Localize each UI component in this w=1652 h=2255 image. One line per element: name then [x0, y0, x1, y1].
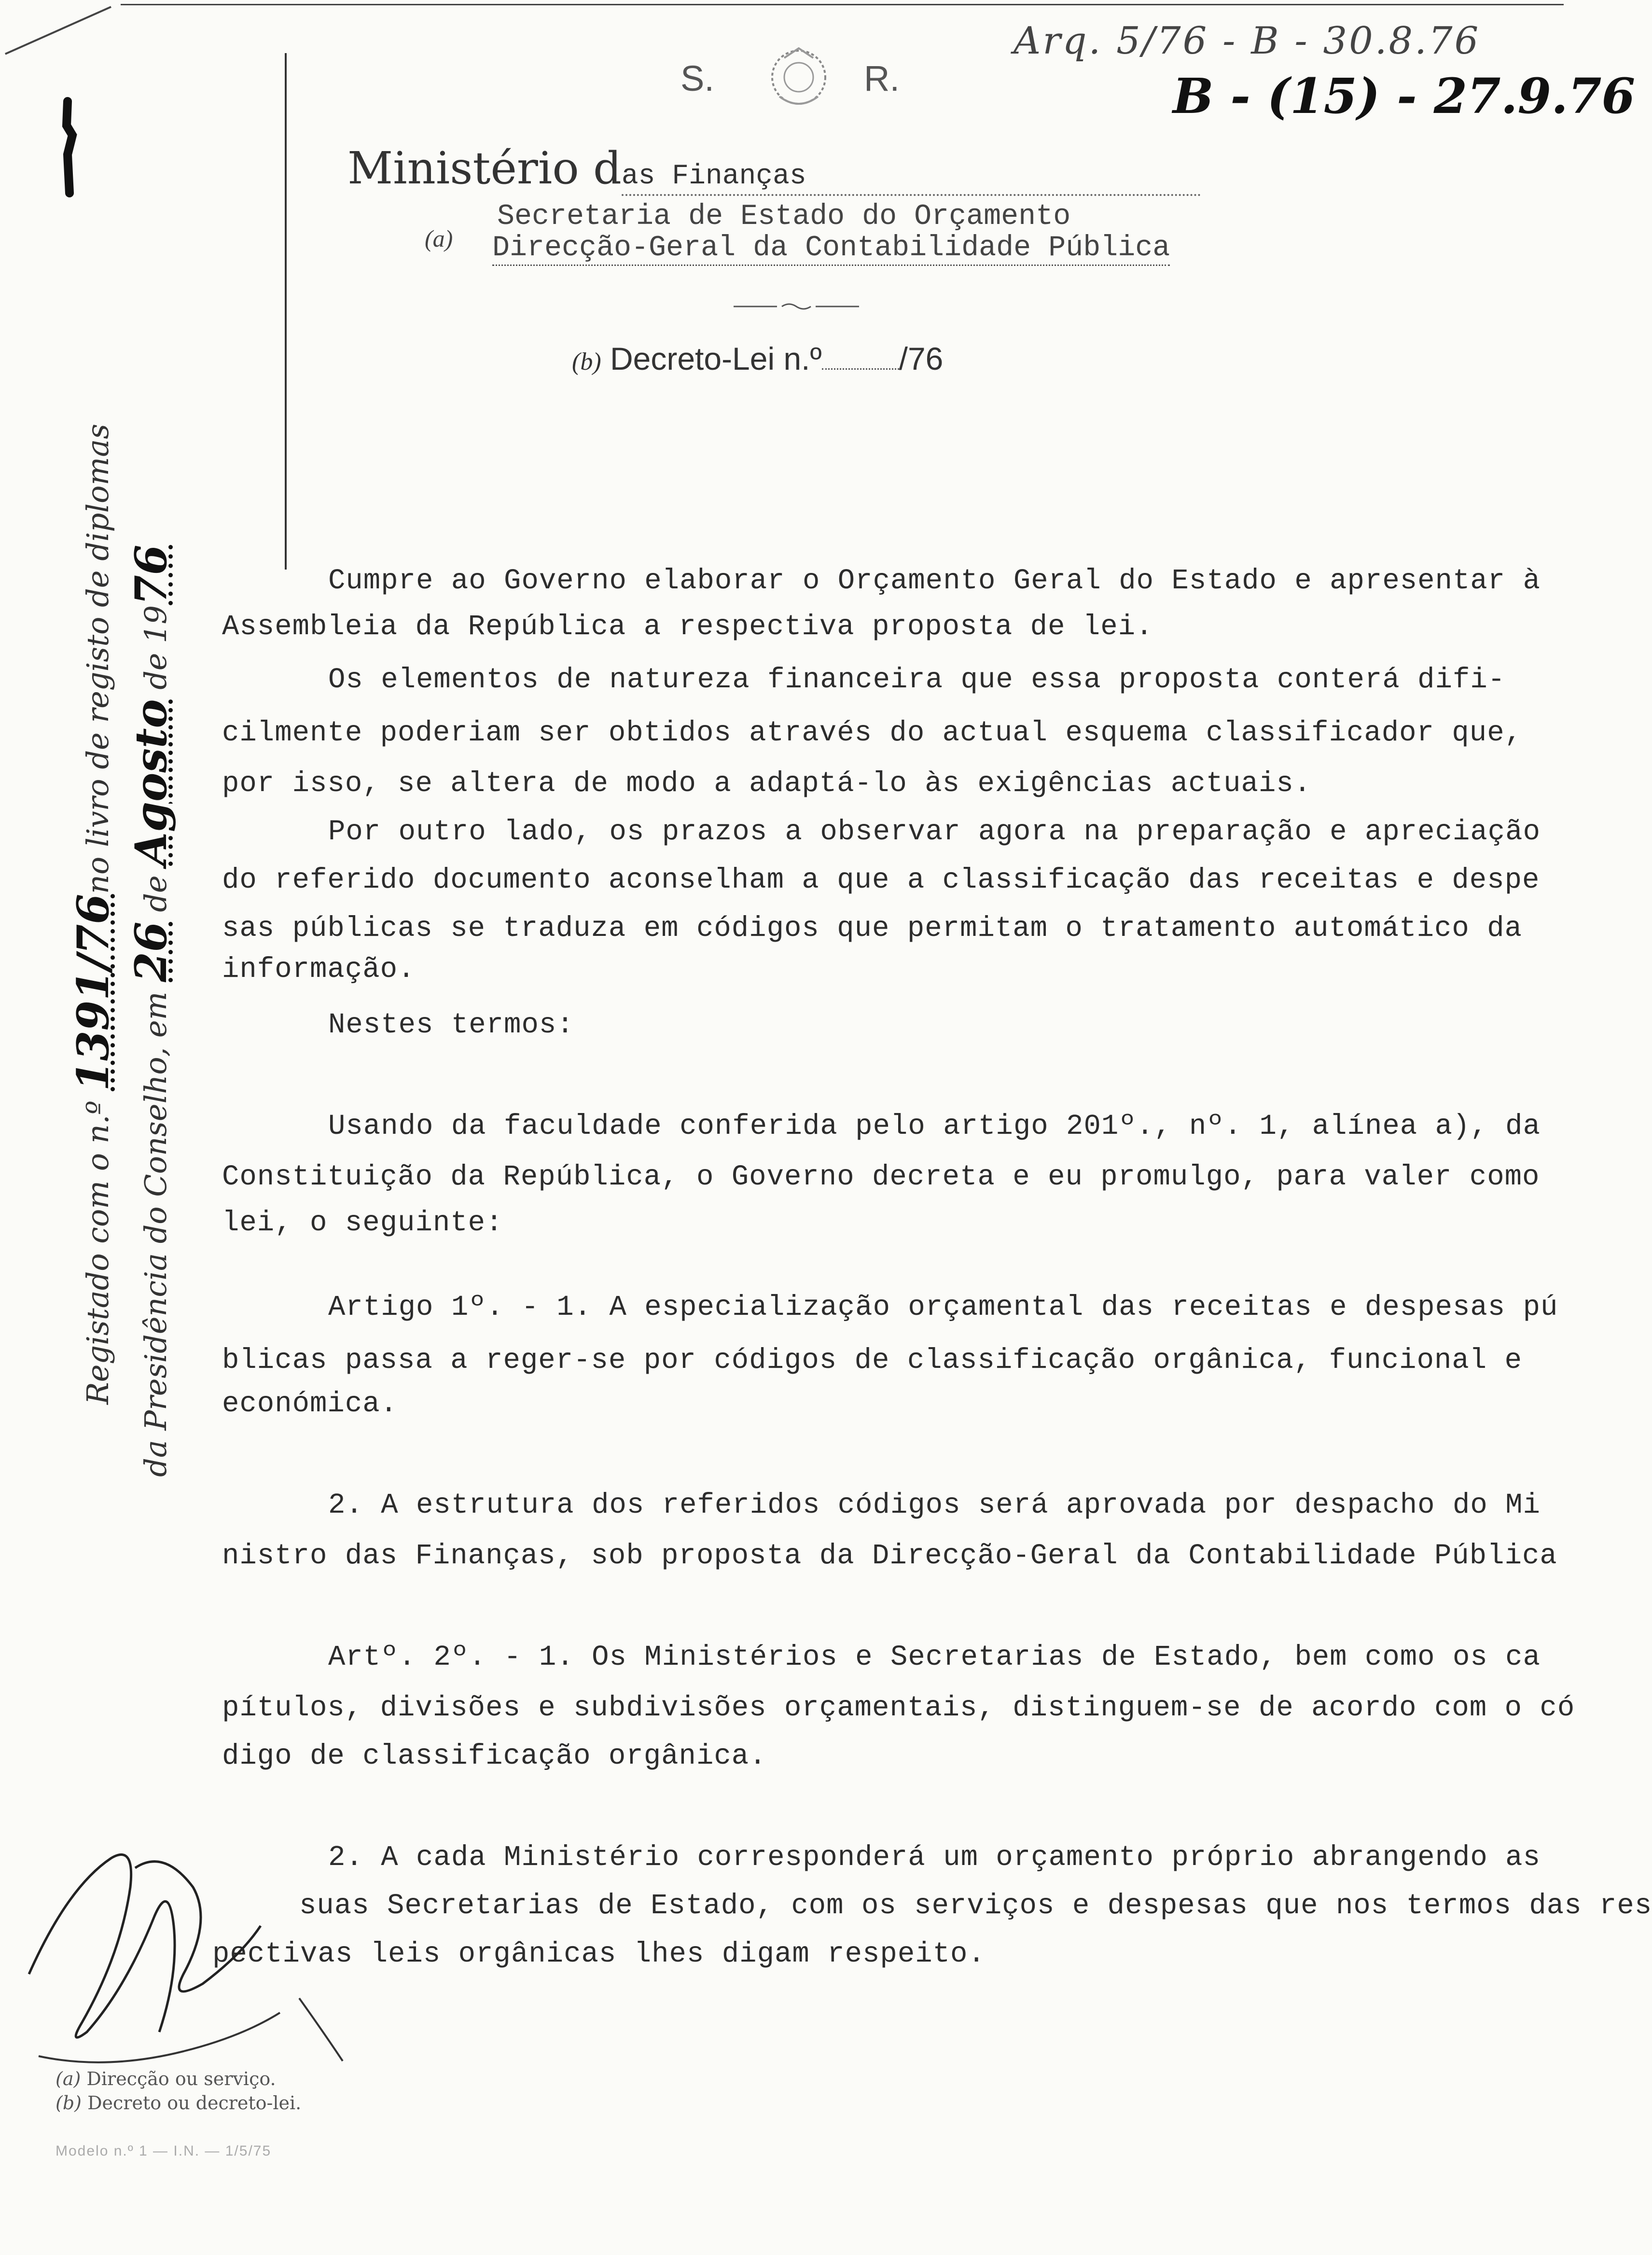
footnote-b-marker: (b) [56, 2092, 82, 2114]
body-line: suas Secretarias de Estado, com os serviços e despesas que nos termos das res [299, 1890, 1652, 1922]
registry-month: Agosto [125, 699, 177, 866]
body-line: Usando da faculdade conferida pelo artigo 201º., nº. 1, alínea a), da [328, 1110, 1541, 1142]
body-line: por isso, se altera de modo a adaptá-lo às exigências actuais. [222, 767, 1312, 800]
body-line: Assembleia da República a respectiva proposta de lei. [222, 611, 1153, 643]
registry-prefix: Registado com o n.º [80, 1100, 115, 1405]
decreto-number-blank [822, 368, 899, 370]
direccao-line [492, 232, 1170, 264]
republic-emblem-icon [750, 39, 847, 116]
body-line: económica. [222, 1388, 398, 1420]
footnote-b-text: Decreto ou decreto-lei. [87, 2092, 302, 2114]
decreto-heading [572, 340, 943, 377]
body-line: blicas passa a reger-se por códigos de classificação orgânica, funcional e [222, 1344, 1523, 1377]
registry-suffix: no livro de registo de diplomas [80, 423, 115, 894]
body-line: digo de classificação orgânica. [222, 1740, 767, 1772]
registry-number: 1391/76 [68, 893, 119, 1091]
top-edge-line [121, 4, 1564, 5]
body-line: cilmente poderiam ser obtidos através do actual esquema classificador que, [222, 717, 1523, 749]
handwritten-archive-note: Arq. 5/76 - B - 30.8.76 [1013, 19, 1481, 63]
body-line: Por outro lado, os prazos a observar agora na preparação e apreciação [328, 816, 1541, 848]
registry-line-2 [125, 545, 177, 1477]
divider-flourish [734, 302, 859, 311]
body-line: nistro das Finanças, sob proposta da Direcção-Geral da Contabilidade Pública [222, 1540, 1557, 1572]
body-line: Nestes termos: [328, 1009, 574, 1041]
body-line: 2. A cada Ministério corresponderá um orçamento próprio abrangendo as [328, 1841, 1541, 1874]
seal-letter-left: S. [680, 58, 714, 98]
handwritten-reference: B - (15) - 27.9.76 [1173, 68, 1636, 125]
body-line: Constituição da República, o Governo decreta e eu promulgo, para valer como [222, 1161, 1540, 1193]
body-line: Cumpre ao Governo elaborar o Orçamento Geral do Estado e apresentar à [328, 565, 1541, 597]
ministry-title [347, 142, 1201, 196]
seal-letter-right: R. [864, 58, 900, 98]
registry-year-prefix: de 19 [138, 605, 173, 690]
body-line: pectivas leis orgânicas lhes digam respeito. [212, 1938, 986, 1970]
ministry-prefix: Ministério d [347, 142, 622, 194]
ministry-suffix-field [622, 142, 1201, 196]
footnote-b [56, 2092, 301, 2114]
registry-date-prefix: da Presidência do Conselho, em [138, 991, 173, 1477]
corner-fold-line [5, 6, 111, 55]
body-line: lei, o seguinte: [222, 1207, 503, 1239]
body-line: Artº. 2º. - 1. Os Ministérios e Secretarias de Estado, bem como os ca [328, 1641, 1541, 1673]
secretaria-line: Secretaria de Estado do Orçamento [497, 200, 1071, 233]
signature-scribble [10, 1829, 357, 2080]
marker-b: (b) [572, 348, 601, 376]
direccao-text: Direcção-Geral da Contabilidade Pública [492, 232, 1170, 266]
body-line: sas públicas se traduza em códigos que permitam o tratamento automático da [222, 912, 1523, 945]
registry-day: 26 [125, 921, 177, 982]
body-line: 2. A estrutura dos referidos códigos será aprovada por despacho do Mi [328, 1489, 1541, 1521]
footnote-a-marker: (a) [56, 2068, 81, 2089]
body-line: informação. [222, 953, 416, 986]
form-reference: Modelo n.º 1 — I.N. — 1/5/75 [56, 2143, 272, 2159]
body-line: pítulos, divisões e subdivisões orçamentais, distinguem-se de acordo com o có [222, 1692, 1575, 1724]
registry-year: 76 [125, 544, 177, 605]
body-line: Os elementos de natureza financeira que essa proposta conterá difi- [328, 664, 1506, 696]
hole-punch-mark [53, 97, 82, 203]
registry-de: de [138, 875, 173, 912]
body-line: Artigo 1º. - 1. A especialização orçamental das receitas e despesas pú [328, 1291, 1558, 1323]
registry-line-1 [68, 424, 119, 1405]
footnote-a-text: Direcção ou serviço. [86, 2068, 276, 2089]
marker-a: (a) [425, 225, 453, 252]
binding-rule [285, 53, 287, 570]
decreto-number: /76 [899, 341, 944, 376]
footnote-a [56, 2068, 276, 2089]
body-line: do referido documento aconselham a que a classificação das receitas e despe [222, 864, 1540, 896]
decreto-label: Decreto-Lei n.º [610, 341, 822, 376]
ministry-suffix: as Finanças [621, 161, 806, 192]
